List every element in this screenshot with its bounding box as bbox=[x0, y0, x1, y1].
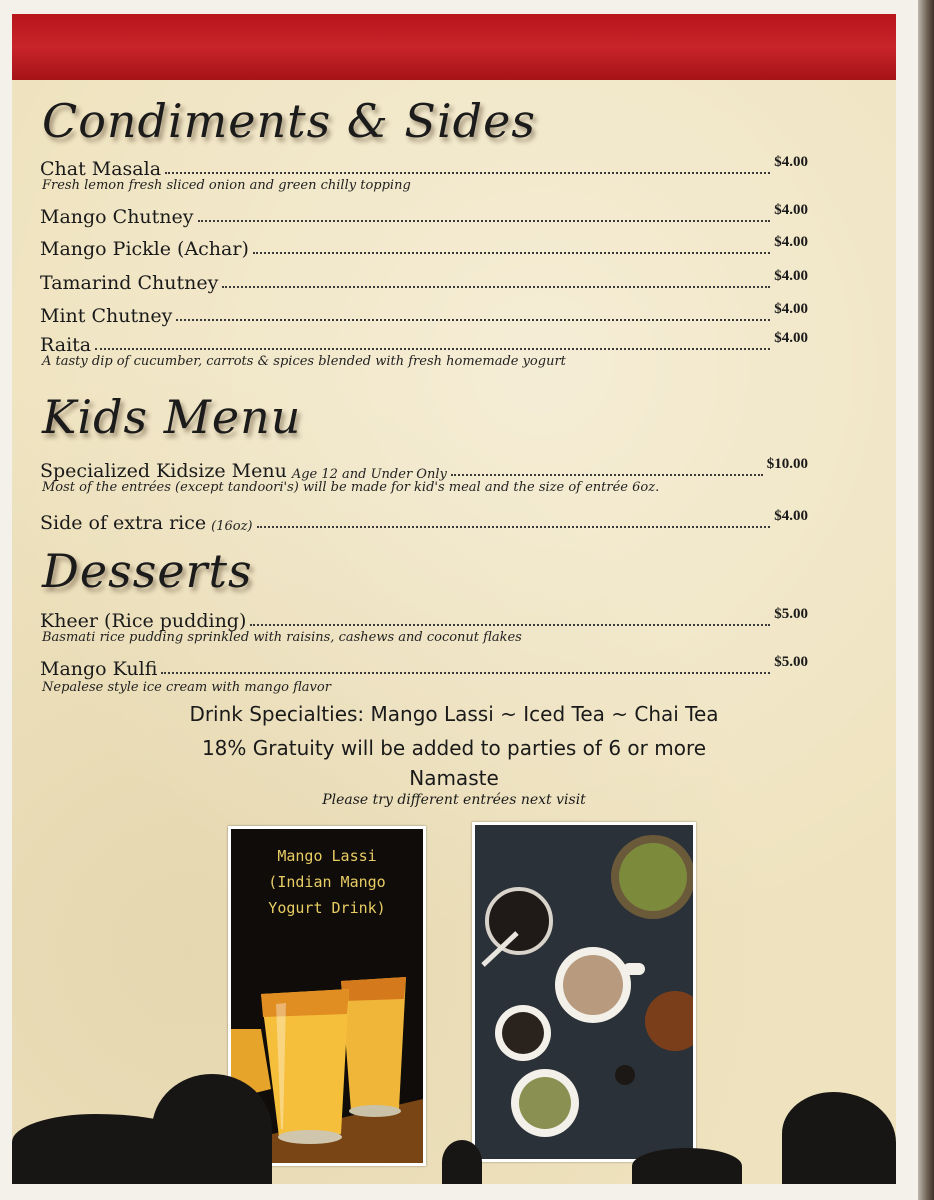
item-price: $4.00 bbox=[774, 301, 808, 317]
item-name: Mint Chutney bbox=[40, 305, 173, 327]
shrub-silhouette-right bbox=[782, 1092, 896, 1184]
item-description: Nepalese style ice cream with mango flavor bbox=[42, 680, 331, 695]
menu-item-chat-masala bbox=[40, 154, 808, 180]
lassi-caption-line: (Indian Mango bbox=[268, 873, 386, 891]
chai-spices-illustration bbox=[475, 825, 693, 1159]
drink-specialties: Drink Specialties: Mango Lassi ~ Iced Tea ~ Chai Tea bbox=[189, 702, 719, 726]
item-name: Raita bbox=[40, 334, 92, 356]
item-name: Side of extra rice bbox=[40, 512, 207, 534]
item-name: Tamarind Chutney bbox=[40, 272, 219, 294]
item-price: $5.00 bbox=[774, 606, 808, 622]
item-note: Age 12 and Under Only bbox=[291, 467, 447, 482]
chai-tea-photo bbox=[472, 822, 696, 1162]
menu-item-mango-pickle bbox=[40, 234, 808, 260]
red-header-band bbox=[12, 14, 896, 80]
item-description: Fresh lemon fresh sliced onion and green chilly topping bbox=[42, 178, 411, 193]
shrub-silhouette-left-tall bbox=[152, 1074, 272, 1184]
leader-dots bbox=[95, 347, 770, 350]
item-name: Mango Kulfi bbox=[40, 658, 158, 680]
menu-item-extra-rice bbox=[40, 508, 808, 534]
section-title-desserts: Desserts bbox=[42, 544, 253, 598]
gratuity-note: 18% Gratuity will be added to parties of 6 or more bbox=[201, 736, 707, 760]
menu-item-raita bbox=[40, 330, 808, 356]
item-name: Kheer (Rice pudding) bbox=[40, 610, 247, 632]
table-edge bbox=[918, 0, 934, 1200]
item-price: $4.00 bbox=[774, 330, 808, 346]
menu-item-mango-kulfi bbox=[40, 654, 808, 680]
leader-dots bbox=[250, 623, 770, 626]
leader-dots bbox=[161, 671, 770, 674]
menu-item-kidsize bbox=[40, 456, 808, 482]
leader-dots bbox=[451, 473, 763, 476]
item-price: $4.00 bbox=[774, 234, 808, 250]
menu-card bbox=[12, 14, 896, 1184]
leader-dots bbox=[222, 285, 770, 288]
section-title-condiments: Condiments & Sides bbox=[42, 94, 536, 148]
section-title-kids: Kids Menu bbox=[42, 390, 302, 444]
lassi-caption-line: Yogurt Drink) bbox=[268, 899, 386, 917]
item-description: A tasty dip of cucumber, carrots & spices blended with fresh homemade yogurt bbox=[42, 354, 566, 369]
item-price: $4.00 bbox=[774, 202, 808, 218]
menu-item-kheer bbox=[40, 606, 808, 632]
menu-item-mango-chutney bbox=[40, 202, 808, 228]
item-name: Mango Pickle (Achar) bbox=[40, 238, 249, 260]
leader-dots bbox=[176, 318, 770, 321]
item-name: Mango Chutney bbox=[40, 206, 194, 228]
leader-dots bbox=[253, 251, 770, 254]
leader-dots bbox=[198, 219, 771, 222]
item-price: $4.00 bbox=[774, 268, 808, 284]
item-price: $4.00 bbox=[774, 508, 808, 524]
leader-dots bbox=[257, 525, 771, 528]
item-description: Most of the entrées (except tandoori's) will be made for kid's meal and the size of entrée 6oz. bbox=[42, 480, 660, 495]
item-price: $5.00 bbox=[774, 654, 808, 670]
item-price: $4.00 bbox=[774, 154, 808, 170]
leader-dots bbox=[165, 171, 770, 174]
menu-item-tamarind-chutney bbox=[40, 268, 808, 294]
item-note: (16oz) bbox=[211, 519, 253, 534]
item-name: Specialized Kidsize Menu bbox=[40, 460, 287, 482]
item-name: Chat Masala bbox=[40, 158, 162, 180]
lassi-caption-line: Mango Lassi bbox=[277, 847, 377, 865]
shrub-silhouette-right-low bbox=[632, 1148, 742, 1184]
item-description: Basmati rice pudding sprinkled with raisins, cashews and coconut flakes bbox=[42, 630, 522, 645]
menu-item-mint-chutney bbox=[40, 301, 808, 327]
namaste: Namaste bbox=[409, 766, 499, 790]
item-price: $10.00 bbox=[766, 456, 808, 472]
shrub-silhouette-middle bbox=[442, 1140, 482, 1184]
tagline: Please try different entrées next visit bbox=[322, 792, 586, 808]
